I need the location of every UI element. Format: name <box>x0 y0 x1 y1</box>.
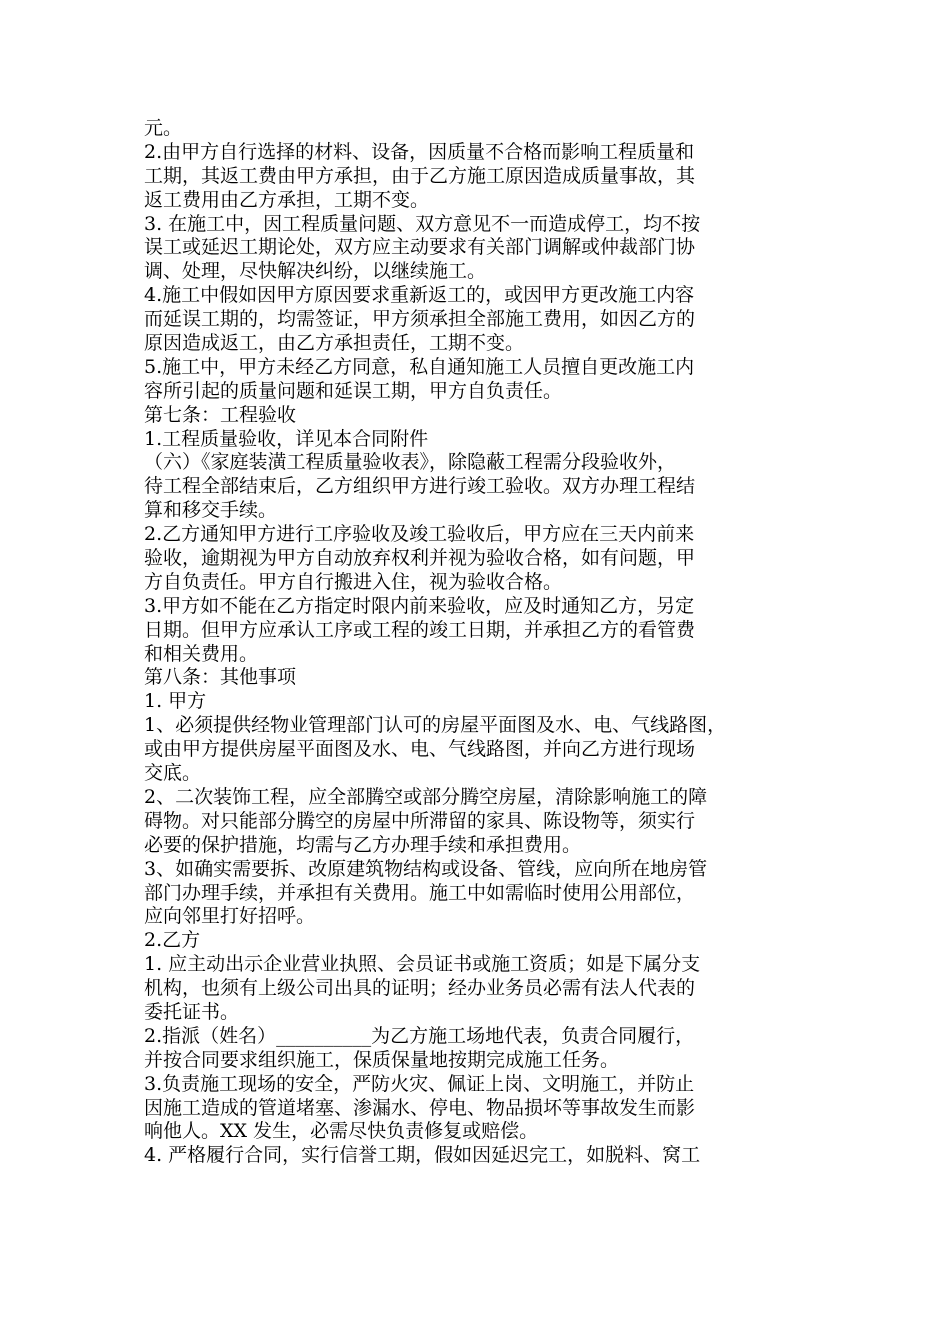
text-line: 误工或延迟工期论处，双方应主动要求有关部门调解或仲裁部门协 <box>144 236 696 259</box>
text-line: 应向邻里打好招呼。 <box>144 905 316 928</box>
subsection-heading: 1. 甲方 <box>144 690 207 713</box>
text-line: 3.负责施工现场的安全，严防火灾、佩证上岗、文明施工，并防止 <box>144 1072 695 1095</box>
text-line: 1. 应主动出示企业营业执照、会员证书或施工资质；如是下属分支 <box>144 953 701 976</box>
text-line: 调、处理，尽快解决纠纷，以继续施工。 <box>144 260 487 283</box>
text-line: 工期，其返工费由甲方承担，由于乙方施工原因造成质量事故，其 <box>144 164 696 187</box>
text-line: 4.施工中假如因甲方原因要求重新返工的，或因甲方更改施工内容 <box>144 284 695 307</box>
text-line: （六）《家庭装潢工程质量验收表》，除隐蔽工程需分段验收外， <box>144 451 677 474</box>
text-line: 方自负责任。甲方自行搬进入住，视为验收合格。 <box>144 570 563 593</box>
section-heading: 第七条：工程验收 <box>144 403 297 426</box>
text-line: 必要的保护措施，均需与乙方办理手续和承担费用。 <box>144 833 582 856</box>
text-line: 而延误工期的，均需签证，甲方须承担全部施工费用，如因乙方的 <box>144 308 696 331</box>
text-line: 并按合同要求组织施工，保质保量地按期完成施工任务。 <box>144 1048 620 1071</box>
text-line: 2.乙方通知甲方进行工序验收及竣工验收后，甲方应在三天内前来 <box>144 523 695 546</box>
text-line: 返工费用由乙方承担，工期不变。 <box>144 188 430 211</box>
text-line: 1.工程质量验收，详见本合同附件 <box>144 427 429 450</box>
text-line: 和相关费用。 <box>144 642 259 665</box>
section-heading: 第八条：其他事项 <box>144 666 297 689</box>
text-line: 委托证书。 <box>144 1000 240 1023</box>
text-line: 日期。但甲方应承认工序或工程的竣工日期，并承担乙方的看管费 <box>144 618 696 641</box>
text-line: 验收，逾期视为甲方自动放弃权利并视为验收合格，如有问题，甲 <box>144 547 696 570</box>
text-line: 机构，也须有上级公司出具的证明；经办业务员必需有法人代表的 <box>144 977 696 1000</box>
document-body <box>144 117 812 1168</box>
text-line: 算和移交手续。 <box>144 499 278 522</box>
text-line: 交底。 <box>144 762 202 785</box>
text-line: 3、如确实需要拆、改原建筑物结构或设备、管线，应向所在地房管 <box>144 857 708 880</box>
text-line: 2.由甲方自行选择的材料、设备，因质量不合格而影响工程质量和 <box>144 140 695 163</box>
text-line: 容所引起的质量问题和延误工期，甲方自负责任。 <box>144 379 563 402</box>
text-line: 5.施工中，甲方未经乙方同意，私自通知施工人员擅自更改施工内 <box>144 355 695 378</box>
text-line: 碍物。对只能部分腾空的房屋中所滞留的家具、陈设物等，须实行 <box>144 809 696 832</box>
text-line: 2.指派（姓名）__________为乙方施工场地代表，负责合同履行， <box>144 1024 695 1047</box>
text-line: 部门办理手续，并承担有关费用。施工中如需临时使用公用部位， <box>144 881 696 904</box>
text-line: 或由甲方提供房屋平面图及水、电、气线路图，并向乙方进行现场 <box>144 738 696 761</box>
text-line: 4. 严格履行合同，实行信誉工期，假如因延迟完工，如脱料、窝工 <box>144 1144 701 1167</box>
text-line: 3. 在施工中，因工程质量问题、双方意见不一而造成停工，均不按 <box>144 212 701 235</box>
text-line: 3.甲方如不能在乙方指定时限内前来验收，应及时通知乙方，另定 <box>144 594 695 617</box>
text-line: 响他人。XX 发生，必需尽快负责修复或赔偿。 <box>144 1120 539 1143</box>
text-line: 2、二次装饰工程，应全部腾空或部分腾空房屋，清除影响施工的障 <box>144 785 708 808</box>
text-line: 1、必须提供经物业管理部门认可的房屋平面图及水、电、气线路图， <box>144 714 727 737</box>
text-line: 元。 <box>144 117 183 139</box>
text-line: 因施工造成的管道堵塞、渗漏水、停电、物品损坏等事故发生而影 <box>144 1096 696 1119</box>
subsection-heading: 2.乙方 <box>144 929 201 952</box>
text-line: 待工程全部结束后，乙方组织甲方进行竣工验收。双方办理工程结 <box>144 475 696 498</box>
text-line: 原因造成返工，由乙方承担责任，工期不变。 <box>144 332 525 355</box>
